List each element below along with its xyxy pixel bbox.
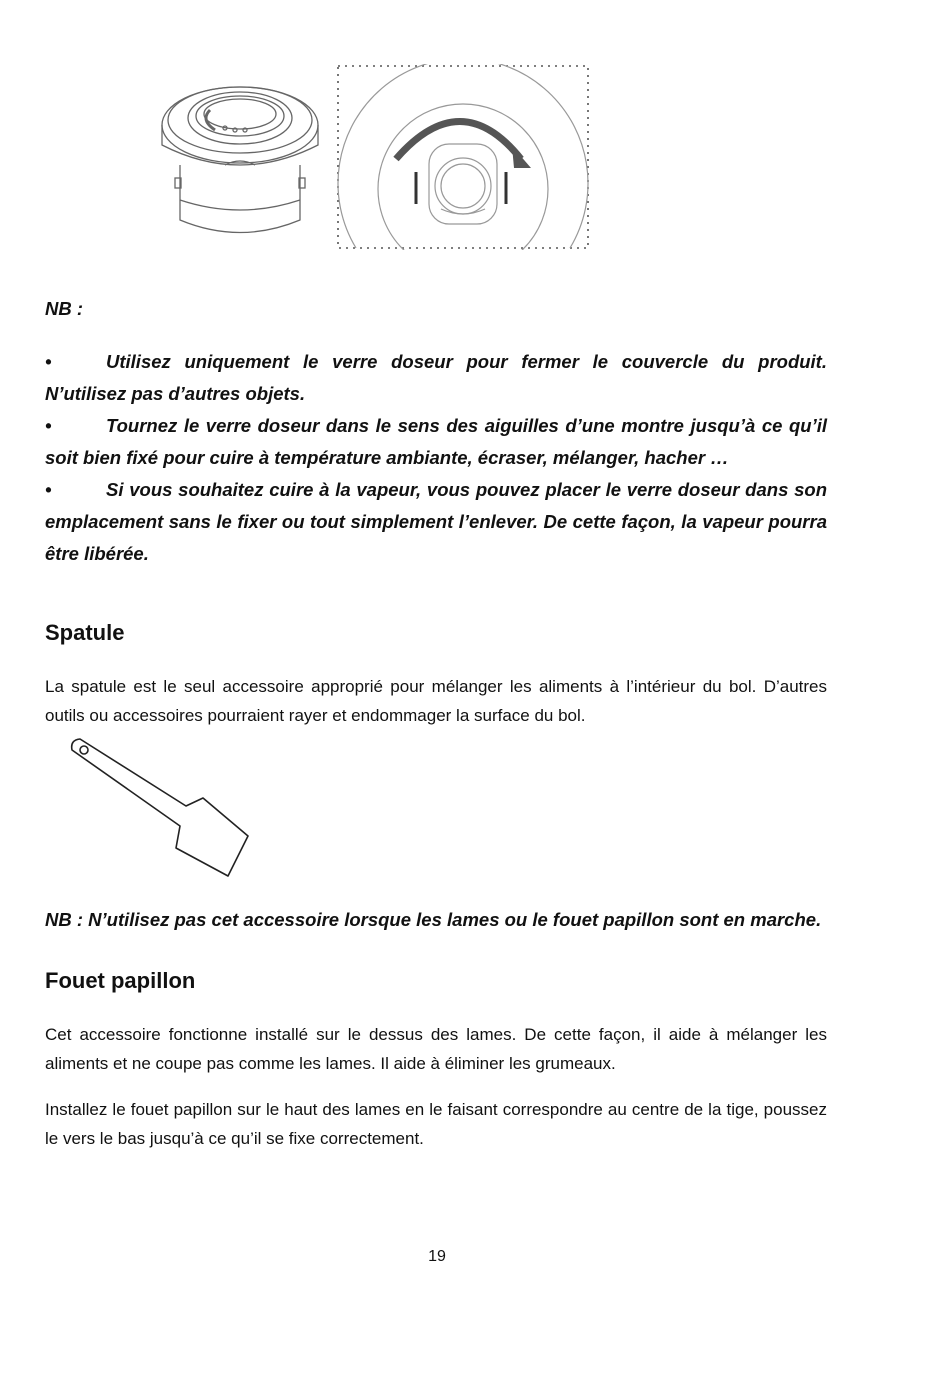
bullet-text: Utilisez uniquement le verre doseur pour fermer le couvercle du produit. N’utilisez pas d’autres objets.	[45, 351, 827, 404]
list-item	[45, 474, 827, 570]
bullet-text: Tournez le verre doseur dans le sens des aiguilles d’une montre jusqu’à ce qu’il soit bien fixé pour cuire à température ambiante, écraser, mélanger, hacher …	[45, 415, 827, 468]
list-item	[45, 410, 827, 474]
bullet-text: Si vous souhaitez cuire à la vapeur, vous pouvez placer le verre doseur dans son emplacement sans le fixer ou tout simplement l’enlever. De cette façon, la vapeur pourra être libérée.	[45, 479, 827, 564]
fouet-description: Cet accessoire fonctionne installé sur le dessus des lames. De cette façon, il aide à mélanger les aliments et ne coupe pas comme les lames. Il aide à éliminer les grumeaux.	[45, 1025, 827, 1073]
fouet-installation: Installez le fouet papillon sur le haut des lames en le faisant correspondre au centre de la tige, poussez le vers le bas jusqu’à ce qu’il se fixe correctement.	[45, 1100, 827, 1148]
page-number: 19	[428, 1248, 446, 1265]
bullet-icon: •	[45, 415, 52, 436]
bullet-icon: •	[45, 479, 52, 500]
spatule-note: NB : N’utilisez pas cet accessoire lorsque les lames ou le fouet papillon sont en marche.	[45, 908, 822, 930]
spatule-description: La spatule est le seul accessoire approprié pour mélanger les aliments à l’intérieur du bol. D’autres outils ou accessoires pourraient rayer et endommager la surface du bol.	[45, 677, 827, 725]
spatule-heading: Spatule	[45, 620, 125, 645]
rotation-illustration	[336, 64, 590, 250]
nb-bullet-list	[45, 346, 827, 570]
fouet-heading: Fouet papillon	[45, 968, 196, 993]
bullet-icon: •	[45, 351, 52, 372]
spatula-illustration	[68, 736, 253, 881]
bowl-lid-illustration	[155, 70, 325, 250]
nb-label: NB :	[45, 298, 84, 319]
list-item	[45, 346, 827, 410]
